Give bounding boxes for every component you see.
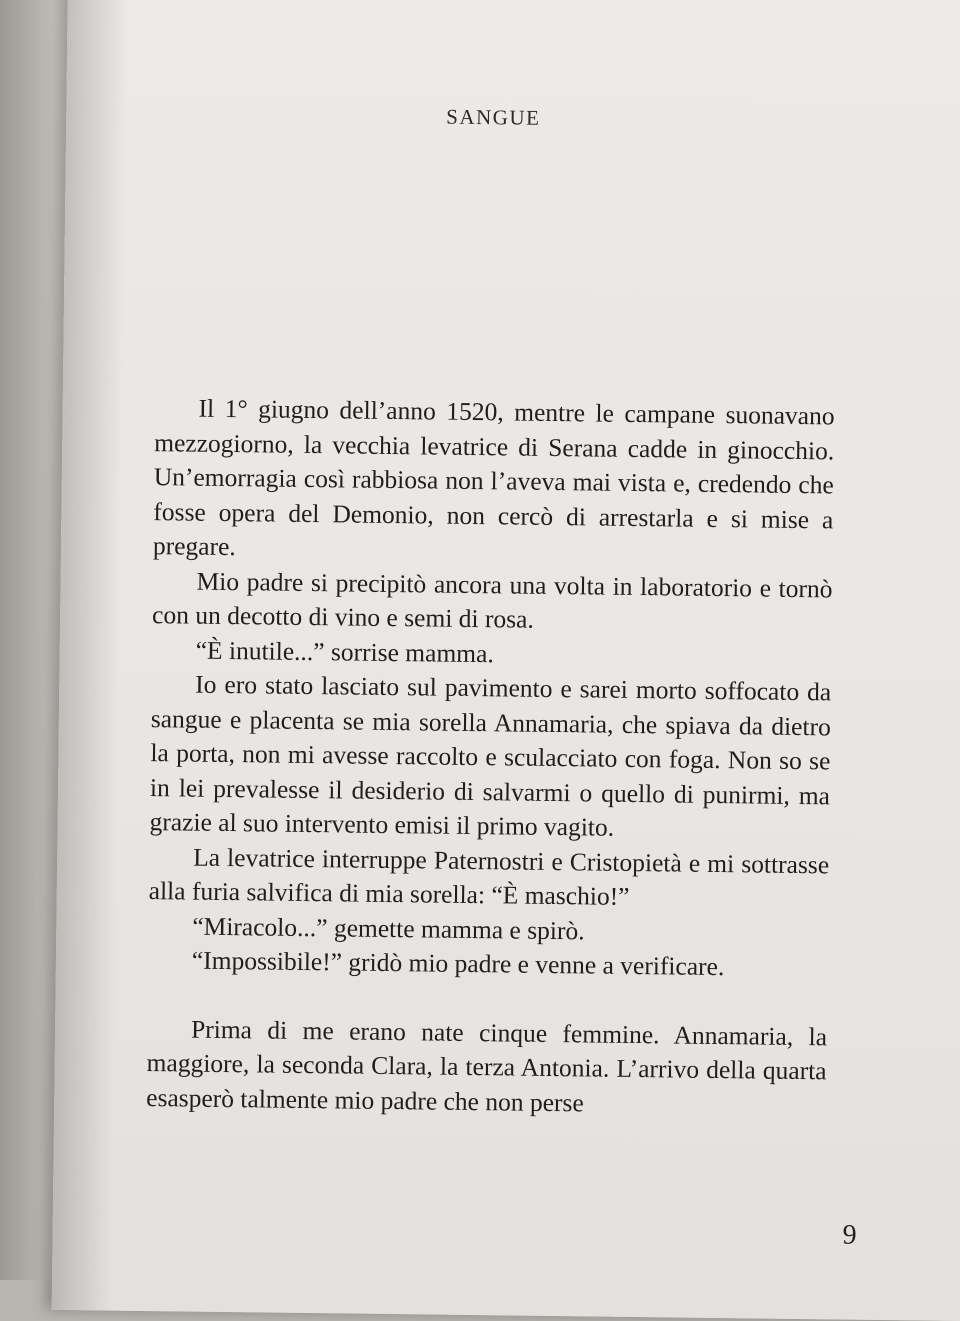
chapter-title: SANGUE [446, 104, 541, 130]
paragraph: La levatrice interruppe Paternostri e Cristopietà e mi sottrasse alla furia salvifica di mia sorella: “È maschio!” [148, 842, 830, 911]
page-number: 9 [842, 1219, 857, 1251]
body-text [146, 391, 835, 1123]
paragraph: “Impossibile!” gridò mio padre e venne a verificare. [191, 945, 725, 982]
paragraph: “È inutile...” sorrise mamma. [195, 635, 494, 668]
paragraph: Mio padre si precipitò ancora una volta in laboratorio e tornò con un decotto di vino e semi di rosa. [151, 566, 833, 634]
book-page [52, 0, 960, 1321]
paragraph: Io ero stato lasciato sul pavimento e sarei morto soffocato da sangue e placenta se mia sorella Annamaria, che spiava da dietro la porta, non mi avesse raccolto e sculacciato con foga. Non so se in lei prevalesse il desiderio di salvarmi o quello di punirmi, ma grazie al suo intervento emisi il primo vagito. [149, 669, 832, 842]
paragraph: Prima di me erano nate cinque femmine. Annamaria, la maggiore, la seconda Clara, la terza Antonia. L’arrivo della quarta esasperò talmente mio padre che non perse [146, 1014, 828, 1117]
paragraph: “Miracolo...” gemette mamma e spirò. [192, 911, 585, 945]
paragraph: Il 1° giugno dell’anno 1520, mentre le campane suonavano mezzogiorno, la vecchia levatrice di Serana cadde in ginocchio. Un’emorragia così rabbiosa non l’aveva mai vista e, credendo che fosse opera del Demonio, non cercò di arrestarla e si mise a pregare. [152, 393, 835, 562]
